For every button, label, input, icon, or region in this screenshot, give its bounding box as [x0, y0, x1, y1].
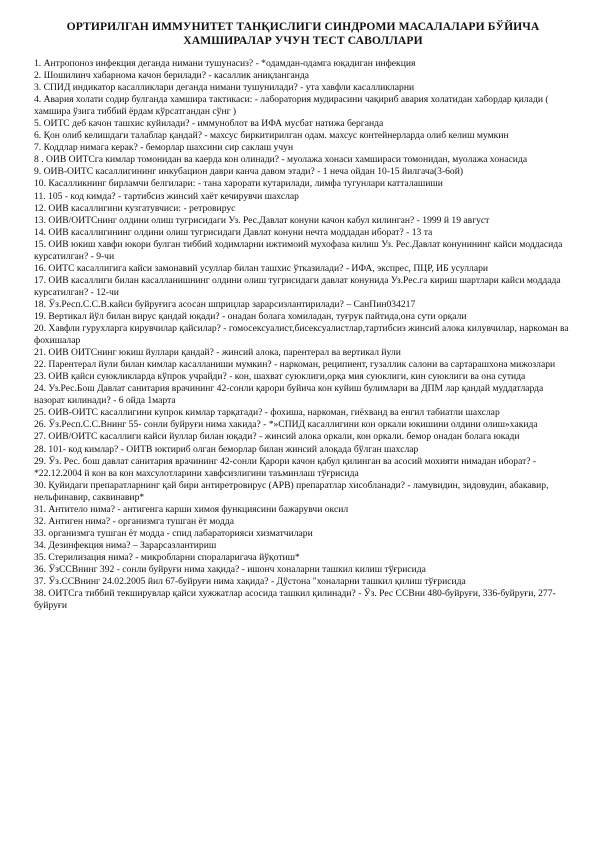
question-item: 23. ОИВ қайси суюкликларда кўпрок учрайди? - кон, шахват суюклиги,орқа мия суюклиги, кин суюклиги ва она сутида [34, 371, 526, 383]
question-item: 26. Ўз.Респ.С.С.Внинг 55- сонли буйруғи нима хакида? - *»СПИД касаллигини кон оркали юкишини олдини олиш»хакида [34, 419, 538, 431]
question-item: 31. Антитело нима? - антигенга карши химоя функциясини бажарувчи оксил [34, 503, 349, 515]
question-item: 10. Касалликнинг бирламчи белгилари: - тана харорати кутарилади, лимфа тугунлари катталашиши [34, 178, 443, 190]
question-item: 1. Антропоноз инфекция деганда нимани тушунасиз? - *одамдан-одамга юқадиган инфекция [34, 58, 416, 69]
question-item: 4. Авария холати содир булганда хамшира тактикаси: - лаборатория мудирасини чақириб авария холатидан хабордар қилади ( хамшира ўзига тиббий ёрдам кўрсатгандан сўнг ) [34, 94, 549, 118]
question-item: 17. ОИВ касаллиги билан касалланишнинг олдини олиш тугрисидаги давлат конунида Уз.Рес.га кириш шартлари кайси моддада курсатилган? - 12-чи [34, 274, 561, 298]
question-item: 16. ОИТС касаллигига кайси замонавий усуллар билан ташхис ўтказилади? - ИФА, экспрес, ПЦР, ИБ усуллари [34, 262, 489, 274]
question-item: 35. Стерилизация нима? - микробларни спораларигача йўқотиш* [34, 551, 300, 563]
question-item: 29. Ўз. Рес. бош давлат санитария врачининг 42-сонли Қарори качон қабул қилинган ва асосий мохияти нимадан иборат? - *22.12.2004 й кон ва кон махсулотларини хавфсизлигини таъминлаш тўғрисида [34, 455, 537, 479]
question-item: 14. ОИВ касаллигининг олдини олиш тугрисидаги Давлат конуни нечта моддадан иборат? - 13 та [34, 226, 433, 238]
question-item: 33. организмга тушган ёт модда - спид лабараторияси хизматчилари [34, 527, 313, 539]
question-item: 8 . ОИВ ОИТСга кимлар томонидан ва каерда кон олинади? - муолажа хонаси хамшираси томонидан, муолажа хонасида [34, 154, 528, 166]
question-item: 32. Антиген нима? - организмга тушган ёт модда [34, 515, 234, 527]
question-item: 38. ОИТСга тиббий текширувлар қайси хужжатлар асосида ташкил қилинади? - Ўз. Рес ССВни 480-буйруғи, 336-буйруғи, 277-буйруғи [34, 588, 556, 612]
title-line-2: ХАМШИРАЛАР УЧУН ТЕСТ САВОЛЛАРИ [183, 34, 423, 47]
question-item: 9. ОИВ-ОИТС касаллигининг инкубацион даври канча давом этади? - 1 неча ойдан 10-15 йилгача(3-6ой) [34, 166, 464, 178]
question-item: 22. Парентерал йули билан кимлар касалланиши мумкин? - наркоман, реципиент, гузаллик салони ва сартарашхона мижозлари [34, 359, 556, 371]
document-title [34, 20, 572, 48]
question-item: 6. Қон олиб келишдаги талаблар қандай? - махсус биркитирилган одам. махсус контейнерларда олиб келиш мумкин [34, 130, 509, 142]
question-item: 12. ОИВ касаллигини кузгатувчиси: - ретровирус [34, 202, 236, 214]
question-item: 5. ОИТС деб качон ташхис куйилади? - иммуноблот ва ИФА мусбат натижа берганда [34, 118, 384, 130]
question-item: 27. ОИВ/ОИТС касаллиги кайси йуллар билан юқади? - жинсий алока оркали, кон оркали. бемор онадан болага юкади [34, 431, 520, 443]
question-item: 28. 101- код кимлар? - ОИТВ юктириб олган беморлар билан жинсий алоқада бўлган шахслар [34, 443, 419, 455]
question-item: 20. Хавфли гурухларга кирувчилар қайсилар? - гомосексуалист,бисексуалистлар,тартибсиз жинсий алока килувчилар, наркоман ва фохишалар [34, 323, 569, 347]
question-item: 24. Уз.Рес.Бош Давлат санитария врачининг 42-сонли қарори буйича кон куйиш булимлари ва ДПМ лар қандай муддатларда назорат килинади? - 6 ойда 1марта [34, 383, 544, 407]
question-item: 21. ОИВ ОИТСнинг юкиш йуллари қандай? - жинсий алока, парентерал ва вертикал йули [34, 347, 401, 359]
question-item: 13. ОИВ/ОИТСнинг олдини олиш тугрисидаги Уз. Рес.Давлат конуни качон кабул килинган? - 1999 й 19 август [34, 214, 490, 226]
question-item: 30. Қуйидаги препаратларнинг қай бири антиретровирус (АРВ) препаратлар хисобланади? - ламувидин, зидовудин, абакавир, нельфинавир, саквинавир* [34, 479, 549, 503]
question-item: 7. Коддлар нимага керак? - беморлар шахсини сир саклаш учун [34, 142, 294, 154]
question-item: 19. Вертикал йўл билан вирус қандай юқади? - онадан болага хомиладан, туғрук пайтида,она сути орқали [34, 310, 467, 322]
question-item: 37. Ўз.ССВнинг 24.02.2005 йил 67-буйруғи нима хақида? - Дўстона "хоналарни ташкил қилиш тўғрисида [34, 576, 466, 588]
question-item: 2. Шошилинч хабарнома качон берилади? - касаллик аниқланганда [34, 70, 310, 82]
title-line-1: ОРТИРИЛГАН ИММУНИТЕТ ТАНҚИСЛИГИ СИНДРОМИ МАСАЛАЛАРИ БЎЙИЧА [66, 20, 540, 33]
question-item: 15. ОИВ юкиш хавфи юкори булган тиббий ходимларни ижтимоий мухофаза килиш Уз. Рес.Давлат конунининг кайси моддасида курсатилган? - 9-чи [34, 238, 563, 262]
question-item: 25. ОИВ-ОИТС касаллигини купрок кимлар тарқатади? - фохиша, наркоман, гиёхванд ва енгил табиатли шахслар [34, 407, 500, 419]
question-item: 18. Ўз.Респ.С.С.В.кайси буйруғига асосан шприцлар зарарсизлантирилади? – СанПин034217 [34, 298, 416, 310]
question-item: 36. ЎзССВнинг 392 - сонли буйруғи нима хақида? - ишонч хоналарни ташкил килиш тўғрисида [34, 563, 426, 575]
question-list [34, 58, 572, 612]
question-item: 34. Дезинфекция нима? – Зарарсазлантириш [34, 539, 217, 551]
question-item: 11. 105 - код кимда? - тартибсиз жинсий хаёт кечирувчи шахслар [34, 190, 299, 202]
question-item: 3. СПИД индикатор касалликлари деганда нимани тушунилади? - ута хавфли касалликларни [34, 82, 415, 94]
